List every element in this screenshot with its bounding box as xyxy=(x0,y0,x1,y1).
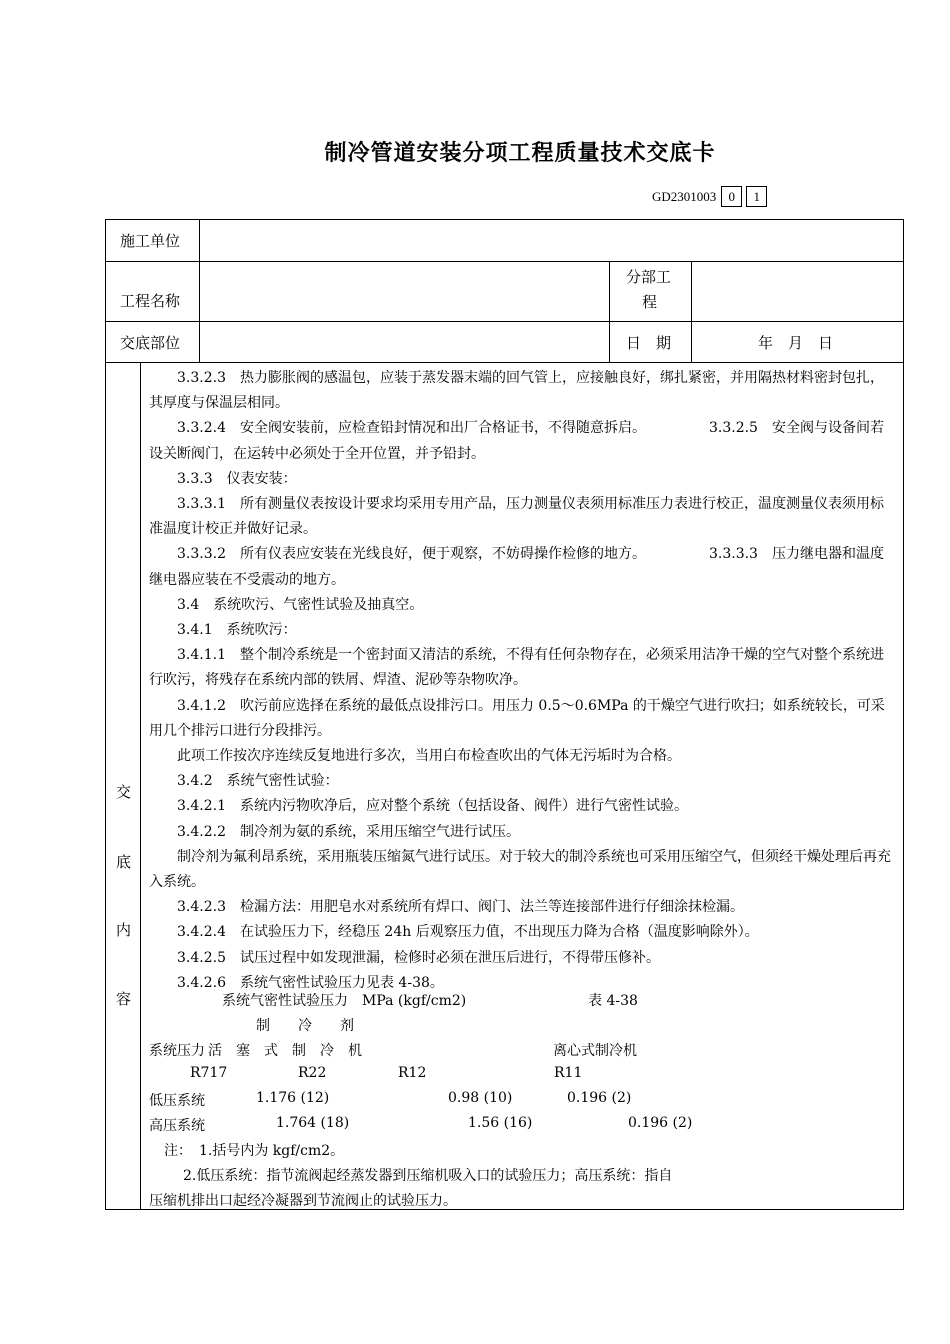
paragraph: 3.4.2 系统气密性试验： xyxy=(177,773,339,790)
content-body xyxy=(149,366,897,996)
part-label: 交底部位 xyxy=(120,334,181,352)
table-group-centrifugal: 离心式制冷机 xyxy=(553,1043,637,1059)
side-label-char: 交 xyxy=(116,783,132,801)
page-title: 制冷管道安装分项工程质量技术交底卡 xyxy=(324,140,716,166)
row-divider-2 xyxy=(105,321,904,322)
table-cell: 1.764 (18) xyxy=(276,1115,350,1131)
paragraph: 此项工作按次序连续反复地进行多次，当用白布检查吹出的气体无污垢时为合格。 xyxy=(177,748,681,765)
paragraph: 制冷剂为氟利昂系统，采用瓶装压缩氮气进行试压。对于较大的制冷系统也可采用压缩空气，但须经干燥处理后再充入系统。 xyxy=(149,848,891,891)
row-divider-1 xyxy=(105,261,904,262)
project-label: 工程名称 xyxy=(120,292,181,310)
table-cell: 0.98 (10) xyxy=(448,1090,513,1106)
col-divider-mid xyxy=(609,261,610,362)
doc-code-prefix: GD2301003 xyxy=(652,188,717,204)
doc-code xyxy=(652,186,767,207)
side-label-char: 内 xyxy=(116,921,132,939)
paragraph: 3.4 系统吹污、气密性试验及抽真空。 xyxy=(177,596,424,613)
paragraph: 3.3.2.4 安全阀安装前，应检查铅封情况和出厂合格证书，不得随意拆启。 3.3.2.5 安全阀与设备间若设关断阀门，在运转中必须处于全开位置，并予铅封。 xyxy=(149,420,884,462)
paragraph: 3.4.2.3 检漏方法：用肥皂水对系统所有焊口、阀门、法兰等连接部件进行仔细涂抹检漏。 xyxy=(177,899,744,916)
table-row-name: 低压系统 xyxy=(149,1093,205,1109)
row-divider-3 xyxy=(105,362,904,363)
table-cell: 0.196 (2) xyxy=(567,1090,632,1106)
table-note-1: 注： 1.括号内为 kgf/cm2。 xyxy=(164,1143,345,1159)
paragraph: 3.3.2.3 热力膨胀阀的感温包，应装于蒸发器末端的回气管上，应接触良好，绑扎紧密，并用隔热材料密封包扎，其厚度与保温层相同。 xyxy=(149,370,884,412)
table-caption: 系统气密性试验压力 MPa (kgf/cm2) xyxy=(222,993,467,1009)
table-note-2a: 2.低压系统：指节流阀起经蒸发器到压缩机吸入口的试验压力；高压系统：指自 xyxy=(183,1168,673,1184)
doc-code-box-1: 0 xyxy=(721,186,742,207)
table-refrigerant: R717 xyxy=(190,1065,228,1081)
table-group-piston: 活 塞 式 制 冷 机 xyxy=(208,1043,362,1059)
table-refrigerant: R22 xyxy=(298,1065,327,1081)
table-note-2b: 压缩机排出口起经冷凝器到节流阀止的试验压力。 xyxy=(149,1193,457,1209)
col-divider-side xyxy=(140,362,141,1210)
date-label: 日 期 xyxy=(626,334,672,352)
col-divider-right xyxy=(691,261,692,362)
table-cell: 0.196 (2) xyxy=(628,1115,693,1131)
table-refrigerant-header: 制 冷 剂 xyxy=(256,1018,354,1034)
date-value: 年 月 日 xyxy=(758,334,834,352)
table-number: 表 4-38 xyxy=(588,993,638,1009)
unit-label: 施工单位 xyxy=(120,232,181,250)
paragraph: 3.4.2.4 在试验压力下，经稳压 24h 后观察压力值，不出现压力降为合格（温度影响除外）。 xyxy=(177,924,759,941)
division-label-line2: 程 xyxy=(642,293,658,311)
paragraph: 3.4.2.2 制冷剂为氨的系统，采用压缩空气进行试压。 xyxy=(177,823,520,840)
division-label-line1: 分部工 xyxy=(626,268,672,286)
paragraph: 3.4.1.1 整个制冷系统是一个密封面又清洁的系统，不得有任何杂物存在，必须采用洁净干燥的空气对整个系统进行吹污，将残存在系统内部的铁屑、焊渣、泥砂等杂物吹净。 xyxy=(149,647,884,689)
paragraph: 3.4.2.6 系统气密性试验压力见表 4-38。 xyxy=(177,974,444,991)
table-refrigerant: R12 xyxy=(398,1065,427,1081)
paragraph: 3.3.3.1 所有测量仪表按设计要求均采用专用产品，压力测量仪表须用标准压力表进行校正，温度测量仪表须用标准温度计校正并做好记录。 xyxy=(149,496,884,538)
paragraph: 3.3.3 仪表安装： xyxy=(177,470,297,487)
paragraph: 3.3.3.2 所有仪表应安装在光线良好，便于观察，不妨碍操作检修的地方。 3.3.3.3 压力继电器和温度继电器应装在不受震动的地方。 xyxy=(149,546,884,588)
table-cell: 1.176 (12) xyxy=(256,1090,330,1106)
table-cell: 1.56 (16) xyxy=(468,1115,533,1131)
col-divider-label xyxy=(199,219,200,362)
table-row-head: 系统压力 xyxy=(149,1043,205,1059)
table-refrigerant: R11 xyxy=(554,1065,583,1081)
side-label-char: 底 xyxy=(116,853,132,871)
paragraph: 3.4.1.2 吹污前应选择在系统的最低点设排污口。用压力 0.5～0.6MPa 的干燥空气进行吹扫；如系统较长，可采用几个排污口进行分段排污。 xyxy=(149,697,885,739)
side-label-char: 容 xyxy=(116,990,132,1008)
doc-code-box-2: 1 xyxy=(746,186,767,207)
paragraph: 3.4.2.1 系统内污物吹净后，应对整个系统（包括设备、阀件）进行气密性试验。 xyxy=(177,798,688,815)
paragraph: 3.4.1 系统吹污： xyxy=(177,622,297,639)
paragraph: 3.4.2.5 试压过程中如发现泄漏，检修时必须在泄压后进行，不得带压修补。 xyxy=(177,949,660,966)
table-row-name: 高压系统 xyxy=(149,1118,205,1134)
